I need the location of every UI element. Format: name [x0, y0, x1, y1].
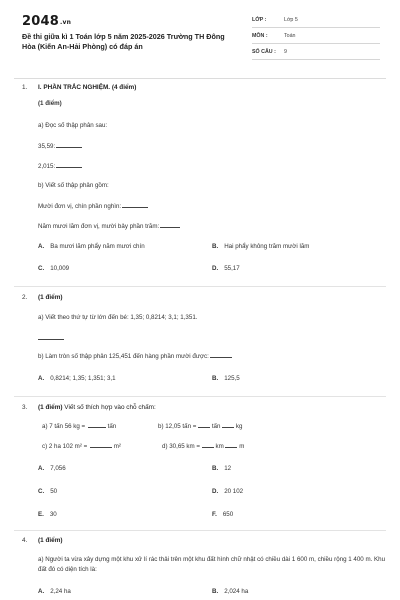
answer-blank[interactable] [38, 334, 64, 340]
option-text: 12 [224, 465, 232, 472]
fill-text: c) 2 ha 102 m² = [42, 443, 88, 450]
option-text: 650 [222, 511, 234, 518]
option-key: A. [38, 243, 45, 250]
option-text: 7,056 [50, 465, 66, 472]
option-d[interactable] [212, 265, 240, 272]
question-points: (1 điểm) [38, 100, 62, 107]
logo-text: 2048 [22, 14, 59, 29]
answer-line [38, 334, 64, 342]
item-label: 2,015: [38, 163, 56, 170]
fill-text: a) 7 tấn 56 kg = [42, 423, 86, 430]
fill-unit: m [239, 443, 245, 450]
option-text: 125,5 [224, 375, 240, 382]
answer-blank[interactable] [222, 422, 234, 428]
question-number: 4. [22, 537, 28, 544]
fill-unit: kg [235, 423, 243, 430]
fill-item-b [158, 422, 242, 430]
answer-blank[interactable] [210, 352, 232, 358]
option-e[interactable] [38, 511, 57, 518]
option-text: Hai phẩy không trăm mười lăm [224, 243, 310, 250]
option-text: 10,009 [50, 265, 70, 272]
option-text: 0,8214; 1,35; 1,351; 3,1 [50, 375, 116, 382]
fill-item-d [162, 442, 244, 450]
answer-blank[interactable] [90, 442, 112, 448]
item-label: Năm mươi lăm đơn vị, mười bảy phần trăm: [38, 223, 160, 230]
option-d[interactable] [212, 488, 243, 495]
answer-blank[interactable] [225, 442, 237, 448]
item-label: Mười đơn vị, chín phần nghìn: [38, 203, 122, 210]
question-divider [14, 396, 386, 397]
meta-row-class [252, 14, 380, 28]
option-key: E. [38, 511, 44, 518]
option-text: 50 [50, 488, 58, 495]
question-points: (1 điểm) [38, 537, 63, 544]
option-key: B. [212, 243, 219, 250]
option-key: A. [38, 375, 45, 382]
meta-value: Lớp 5 [284, 17, 298, 23]
answer-blank[interactable] [56, 142, 82, 148]
option-key: F. [212, 511, 217, 518]
part-b-label: b) Làm tròn số thập phân 125,451 đến hàng phần mười được: [38, 353, 209, 360]
option-key: C. [38, 265, 45, 272]
option-key: D. [212, 265, 219, 272]
option-b[interactable] [212, 375, 240, 382]
fill-text: d) 30,65 km = [162, 443, 201, 450]
option-key: B. [212, 465, 219, 472]
option-text: Ba mươi lăm phẩy năm mươi chín [50, 243, 145, 250]
header-divider [14, 78, 386, 79]
part-a-text: a) Viết theo thứ tự từ lớn đến bé: 1,35; 0,8214; 3,1; 1,351. [38, 314, 198, 321]
option-text: 30 [49, 511, 57, 518]
option-text: 2,024 ha [224, 588, 249, 595]
option-key: B. [212, 375, 219, 382]
part-b-text: b) Viết số thập phân gồm: [38, 182, 109, 189]
question-points: (1 điểm) [38, 294, 63, 301]
fill-text: b) 12,05 tấn = [158, 423, 197, 430]
fill-unit: km [215, 443, 224, 450]
page-header [0, 0, 400, 72]
option-key: A. [38, 588, 45, 595]
question-heading [38, 404, 156, 411]
part-b-text [38, 352, 232, 360]
option-a[interactable] [38, 375, 116, 382]
answer-line [38, 222, 180, 230]
answer-blank[interactable] [160, 222, 180, 228]
logo-suffix: .vn [59, 19, 72, 26]
fill-item-a [42, 422, 116, 430]
option-key: B. [212, 588, 219, 595]
question-number: 2. [22, 294, 28, 301]
option-a[interactable] [38, 588, 71, 595]
question-points: (1 điểm) [38, 404, 63, 411]
fill-unit: m² [113, 443, 121, 450]
option-a[interactable] [38, 243, 145, 250]
fill-item-c [42, 442, 121, 450]
option-text: 2,24 ha [50, 588, 71, 595]
answer-blank[interactable] [122, 202, 148, 208]
question-divider [14, 530, 386, 531]
fill-unit: tấn [107, 423, 117, 430]
question-number: 1. [22, 84, 28, 91]
meta-row-count [252, 46, 380, 60]
option-key: D. [212, 488, 219, 495]
question-text: a) Người ta vừa xây dựng một khu xử lí rác thải trên một khu đất hình chữ nhật có chiều dài 1 600 m, chiều rộng 1 400 m. Khu đất đó có diện tích là: [38, 556, 386, 573]
answer-blank[interactable] [202, 442, 214, 448]
document-title: Đề thi giữa kì 1 Toán lớp 5 năm 2025-2026 Trường TH Đông Hòa (Kiến An-Hải Phòng) có đáp án [22, 32, 225, 51]
answer-line [38, 142, 82, 150]
option-b[interactable] [212, 243, 309, 250]
meta-label: MÔN : [252, 33, 268, 39]
option-b[interactable] [212, 465, 231, 472]
option-key: C. [38, 488, 45, 495]
item-label: 35,59: [38, 143, 56, 150]
option-key: A. [38, 465, 45, 472]
option-text: 20 102 [224, 488, 244, 495]
fill-unit: tấn [211, 423, 221, 430]
meta-label: SỐ CÂU : [252, 49, 276, 55]
answer-blank[interactable] [56, 162, 82, 168]
option-b[interactable] [212, 588, 248, 595]
option-c[interactable] [38, 265, 69, 272]
answer-line [38, 162, 82, 170]
part-a-text: a) Đọc số thập phân sau: [38, 122, 108, 129]
section-title: I. PHẦN TRẮC NGHIỆM. (4 điểm) [38, 84, 137, 91]
option-c[interactable] [38, 488, 57, 495]
answer-blank[interactable] [88, 422, 106, 428]
answer-line [38, 202, 148, 210]
option-a[interactable] [38, 465, 66, 472]
site-logo[interactable] [22, 14, 71, 29]
question-divider [14, 286, 386, 287]
meta-panel [252, 14, 380, 62]
answer-blank[interactable] [198, 422, 210, 428]
meta-value: Toán [284, 33, 296, 39]
meta-label: LỚP : [252, 17, 267, 23]
question-prompt: Viết số thích hợp vào chỗ chấm: [64, 404, 156, 411]
meta-value: 9 [284, 49, 287, 55]
option-text: 55,17 [224, 265, 240, 272]
option-f[interactable] [212, 511, 233, 518]
question-number: 3. [22, 404, 28, 411]
meta-row-subject [252, 30, 380, 44]
